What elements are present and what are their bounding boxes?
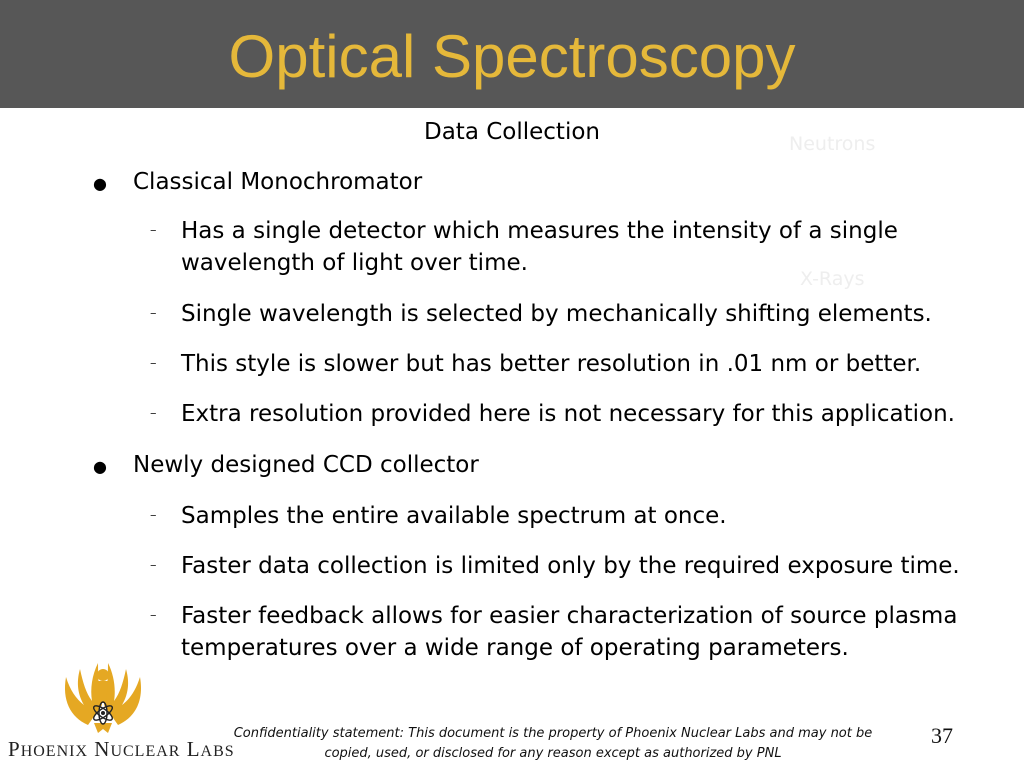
sub-bullet-text: Has a single detector which measures the intensity of a single wavelength of light over time. [181,218,898,276]
dash-icon: – [150,406,157,421]
faded-label-neutrons: Neutrons [789,133,876,155]
dash-icon: – [150,306,157,321]
confidentiality-statement: Confidentiality statement: This document is the property of Phoenix Nuclear Labs and may not be copied, used, or disclosed for any reason except as authorized by PNL [233,726,873,761]
faded-label-xrays: X-Rays [800,268,865,290]
sub-bullet-text: Single wavelength is selected by mechanically shifting elements. [181,301,932,327]
sub-bullet-text: Samples the entire available spectrum at once. [181,503,727,529]
sub-bullet-item [150,500,996,532]
sub-bullet-item [150,298,996,330]
sub-bullet-item [150,398,996,430]
sub-bullet-item [150,215,996,279]
phoenix-icon [0,655,215,735]
bullet-text: Newly designed CCD collector [133,452,479,478]
bullet-dot-icon: ● [93,174,107,193]
sub-bullet-item [150,600,996,664]
slide-title: Optical Spectroscopy [228,23,796,90]
sub-bullet-text: Faster feedback allows for easier characterization of source plasma temperatures over a wide range of operating parameters. [181,603,958,661]
bullet-item [93,166,423,198]
page-number: 37 [931,723,953,748]
sub-bullet-text: Faster data collection is limited only by the required exposure time. [181,553,960,579]
sub-bullet-text: This style is slower but has better resolution in .01 nm or better. [181,351,922,377]
dash-icon: – [150,223,157,238]
slide-subtitle: Data Collection [424,119,600,145]
company-logo [0,655,235,768]
sub-bullet-text: Extra resolution provided here is not necessary for this application. [181,401,955,427]
company-name: PHOENIX NUCLEAR LABS [8,737,235,761]
bullet-item [93,449,479,481]
dash-icon: – [150,558,157,573]
dash-icon: – [150,356,157,371]
dash-icon: – [150,608,157,623]
dash-icon: – [150,508,157,523]
bullet-dot-icon: ● [93,457,107,476]
sub-bullet-item [150,348,996,380]
bullet-text: Classical Monochromator [133,169,423,195]
sub-bullet-item [150,550,996,582]
